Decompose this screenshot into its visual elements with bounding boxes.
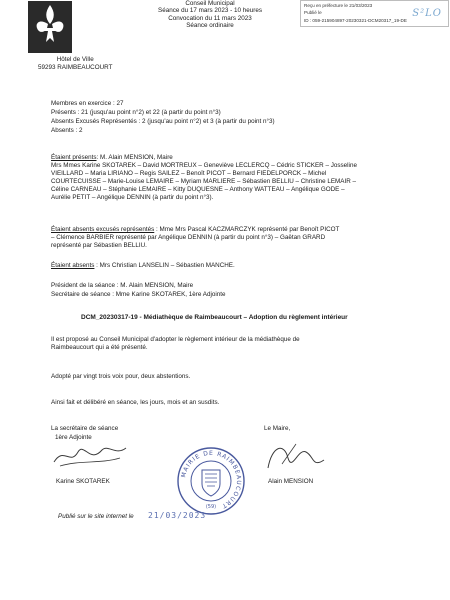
present-line: COURTECUISSE – Marie-Louise LEMAIRE – Myriam MARLIERE – Sébastien BELLIU – Christine LEMAIR – <box>51 178 357 186</box>
mayor-role: Le Maire, <box>264 425 291 432</box>
present-line: Céline CARNEAU – Stéphanie LEMAIRE – Kitty DUQUESNE – Anthony WATTEAU – Angélique GODE – <box>51 186 345 194</box>
official-seal <box>176 446 246 516</box>
present-line: VIEILLARD – Maria LIRIANO – Regis SAILEZ – Benoît PICOT – Bernard FIEDELPORCK – Michel <box>51 170 327 178</box>
published-date: 21/03/2023 <box>148 511 207 520</box>
secretary-line: Secrétaire de séance : Mme Karine SKOTAREK, 1ère Adjointe <box>51 291 226 298</box>
s2lo-brand: S²LO <box>412 8 442 19</box>
present-line: Mrs Mmes Karine SKOTAREK – David MORTREUX – Geneviève LECLERCQ – Cédric STICKER – Josseline <box>51 162 357 170</box>
town-address <box>38 56 112 72</box>
excused-count: Absents Excusés Représentés : 2 (jusqu'au point n°2) et 3 (à partir du point n°3) <box>51 118 275 125</box>
header-line: Convocation du 11 mars 2023 <box>168 14 252 22</box>
svg-text:MAIRIE DE RAIMBEAUCOURT: MAIRIE DE RAIMBEAUCOURT <box>180 449 243 510</box>
present-line: Aurélie PETIT – Angélique DENNIN (à partir du point n°3). <box>51 194 214 202</box>
secretary-name: Karine SKOTAREK <box>56 478 110 485</box>
excused-line: : Mme Mrs Pascal KACZMARCZYK représenté par Benoît PICOT <box>154 226 340 233</box>
receipt-date: Reçu en préfecture le 21/03/2023 <box>304 3 373 8</box>
meeting-header <box>150 0 270 30</box>
absent-label: Étaient absents <box>51 262 95 269</box>
members-count: Membres en exercice : 27 <box>51 100 124 107</box>
excused-section <box>51 226 416 250</box>
fleur-de-lis-logo <box>27 0 73 54</box>
present-section <box>51 154 416 203</box>
mayor-name: Alain MENSION <box>268 478 314 485</box>
absent-names: : Mrs Christian LANSELIN – Sébastien MANCHE. <box>94 262 235 269</box>
publication-label: Publié le <box>304 10 322 15</box>
svg-text:(59): (59) <box>205 504 217 510</box>
excused-line: représenté par Sébastien BELLIU. <box>51 242 147 250</box>
header-line: Conseil Municipal <box>185 0 235 7</box>
header-line: Séance du 17 mars 2023 - 10 heures <box>158 7 262 15</box>
mayor-signature <box>262 438 332 474</box>
town-name: 59293 RAIMBEAUCOURT <box>38 64 113 71</box>
vote-result: Adopté par vingt trois voix pour, deux abstentions. <box>51 373 191 380</box>
excused-label: Étaient absents excusés représentés <box>51 226 155 233</box>
present-label: Étaient présents <box>51 154 97 161</box>
prefecture-receipt-stamp <box>300 0 449 27</box>
president-line: Président de la séance : M. Alain MENSION, Maire <box>51 282 194 289</box>
document-id: ID : 059-215904897-20230321-DCM20317_19-DE <box>304 18 407 23</box>
body-line: Raimbeaucourt qui a été présenté. <box>51 344 148 352</box>
header-line: Séance ordinaire <box>186 22 234 30</box>
deliberation-title: DCM_20230317-19 - Médiathèque de Raimbeaucourt – Adoption du règlement intérieur <box>81 314 348 321</box>
absent-section <box>51 262 235 270</box>
town-hall: Hôtel de Ville <box>56 56 94 63</box>
deliberation-body <box>51 336 416 352</box>
excused-line: – Clémence BARBIER représenté par Angélique DENNIN (à partir du point n°3) – Gaëtan GRARD <box>51 234 326 242</box>
body-line: Il est proposé au Conseil Municipal d'adopter le règlement intérieur de la médiathèque de <box>51 336 300 343</box>
present-line: : M. Alain MENSION, Maire <box>96 154 173 161</box>
secretary-signature <box>50 440 130 470</box>
secretary-role-2: 1ère Adjointe <box>55 434 92 441</box>
published-label: Publié sur le site internet le <box>58 513 134 520</box>
closing-statement: Ainsi fait et délibéré en séance, les jours, mois et an susdits. <box>51 399 220 406</box>
absent-count: Absents : 2 <box>51 127 83 134</box>
secretary-role: La secrétaire de séance <box>51 425 119 432</box>
present-count: Présents : 21 (jusqu'au point n°2) et 22 (à partir du point n°3) <box>51 109 221 116</box>
